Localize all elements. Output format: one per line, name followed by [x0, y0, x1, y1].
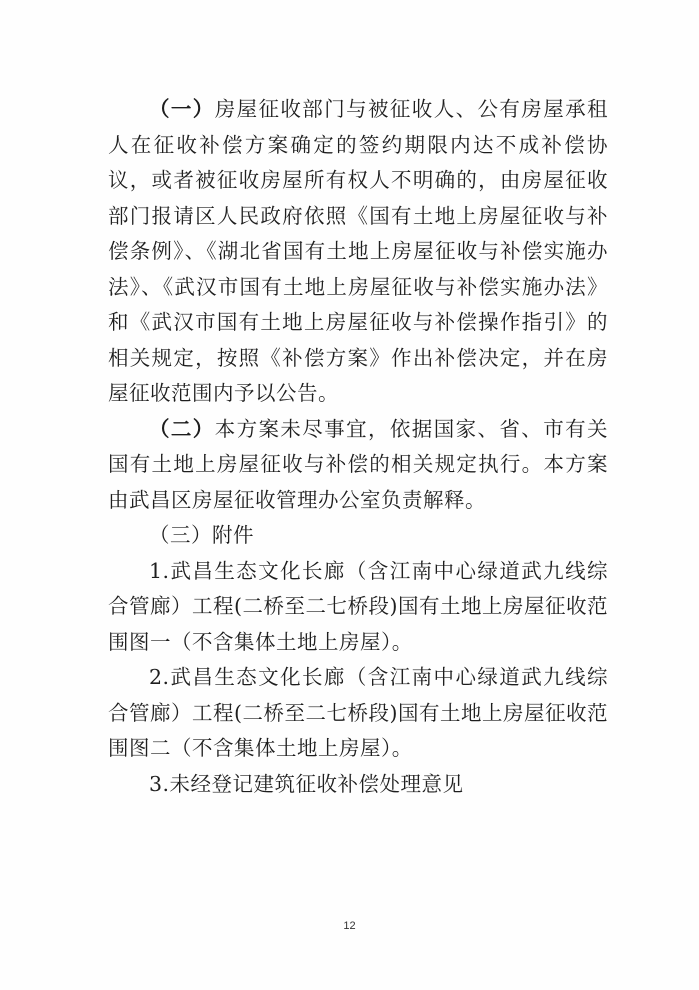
document-body	[108, 92, 608, 802]
section-two-lead: （二）	[149, 416, 215, 441]
attachment-item-2: 2.武昌生态文化长廊（含江南中心绿道武九线综合管廊）工程(二桥至二七桥段)国有土地上房屋征收范围图二（不含集体土地上房屋）。	[108, 665, 608, 760]
section-three-heading: （三）附件	[149, 523, 254, 547]
section-two-text: 本方案未尽事宜，依据国家、省、市有关国有土地上房屋征收与补偿的相关规定执行。本方案由武昌区房屋征收管理办公室负责解释。	[108, 416, 609, 512]
section-one-lead: （一）	[149, 97, 215, 121]
section-one-text: 房屋征收部门与被征收人、公有房屋承租人在征收补偿方案确定的签约期限内达不成补偿协议，或者被征收房屋所有权人不明确的，由房屋征收部门报请区人民政府依照《国有土地上房屋征收与补偿条例》、《湖北省国有土地上房屋征收与补偿实施办法》、《武汉市国有土地上房屋征收与补偿实施办法》和《武汉市国有土地上房屋征收与补偿操作指引》的相关规定，按照《补偿方案》作出补偿决定，并在房屋征收范围内予以公告。	[108, 97, 609, 405]
paragraph-section-one	[108, 92, 608, 412]
attachment-item-1: 1.武昌生态文化长廊（含江南中心绿道武九线综合管廊）工程(二桥至二七桥段)国有土地上房屋征收范围图一（不含集体土地上房屋）。	[108, 558, 608, 654]
page-number: 12	[343, 920, 356, 932]
attachment-item-3: 3.未经登记建筑征收补偿处理意见	[149, 771, 464, 796]
paragraph-section-two	[108, 412, 608, 519]
